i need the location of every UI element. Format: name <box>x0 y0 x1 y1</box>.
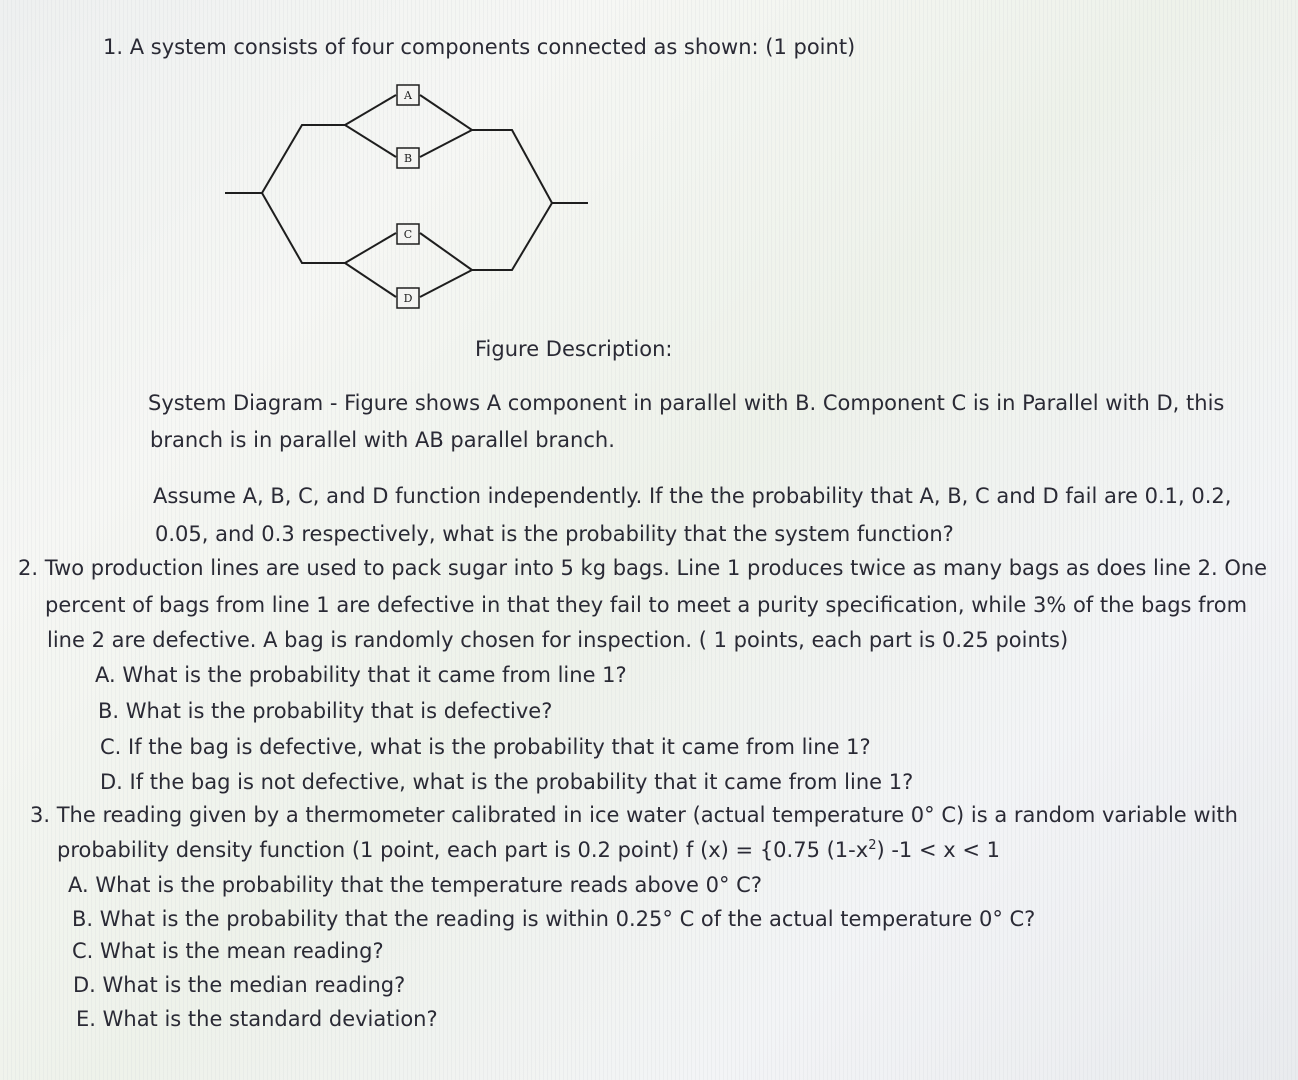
component-b <box>397 148 419 168</box>
q3-part-c: C. What is the mean reading? <box>72 939 384 963</box>
q2-part-d: D. If the bag is not defective, what is the probability that it came from line 1? <box>100 770 914 794</box>
q3-heading-line-2 <box>57 837 1000 863</box>
q3-pdf-text: probability density function (1 point, each part is 0.2 point) f (x) = {0.75 (1-x <box>57 838 869 862</box>
q2-heading-line-2: percent of bags from line 1 are defective in that they fail to meet a purity specification, while 3% of the bags from <box>45 593 1248 617</box>
q3-part-e: E. What is the standard deviation? <box>76 1007 438 1031</box>
q3-part-d: D. What is the median reading? <box>73 973 406 997</box>
component-a-label: A <box>404 89 412 102</box>
figure-description-title: Figure Description: <box>475 337 673 361</box>
q2-heading-line-3: line 2 are defective. A bag is randomly chosen for inspection. ( 1 points, each part is 0.25 points) <box>47 628 1069 652</box>
q3-part-b: B. What is the probability that the reading is within 0.25° C of the actual temperature 0° C? <box>72 907 1036 931</box>
figure-description-line-1: System Diagram - Figure shows A component in parallel with B. Component C is in Parallel with D, this <box>148 391 1225 415</box>
q3-part-a: A. What is the probability that the temperature reads above 0° C? <box>68 873 762 897</box>
q1-heading: 1. A system consists of four components connected as shown: (1 point) <box>103 35 856 59</box>
system-diagram <box>220 75 600 320</box>
component-b-label: B <box>403 152 413 165</box>
q2-heading-line-1: 2. Two production lines are used to pack sugar into 5 kg bags. Line 1 produces twice as many bags as does line 2. One <box>18 556 1268 580</box>
q2-part-c: C. If the bag is defective, what is the probability that it came from line 1? <box>100 735 871 759</box>
q3-heading-line-1: 3. The reading given by a thermometer calibrated in ice water (actual temperature 0° C) is a random variable with <box>30 803 1238 827</box>
component-d <box>397 288 419 308</box>
figure-description-line-2: branch is in parallel with AB parallel branch. <box>150 428 615 452</box>
q1-assumption-line-2: 0.05, and 0.3 respectively, what is the probability that the system function? <box>155 522 954 546</box>
q3-pdf-exponent: 2 <box>868 838 877 853</box>
q1-assumption-line-1: Assume A, B, C, and D function independently. If the the probability that A, B, C and D fail are 0.1, 0.2, <box>153 484 1232 508</box>
component-a <box>397 85 419 105</box>
component-d-label: D <box>403 292 413 305</box>
q2-part-b: B. What is the probability that is defective? <box>98 699 553 723</box>
q3-pdf-range: ) -1 < x < 1 <box>876 838 1000 862</box>
component-c-label: C <box>403 228 413 241</box>
q2-part-a: A. What is the probability that it came from line 1? <box>95 663 627 687</box>
component-c <box>397 224 419 244</box>
